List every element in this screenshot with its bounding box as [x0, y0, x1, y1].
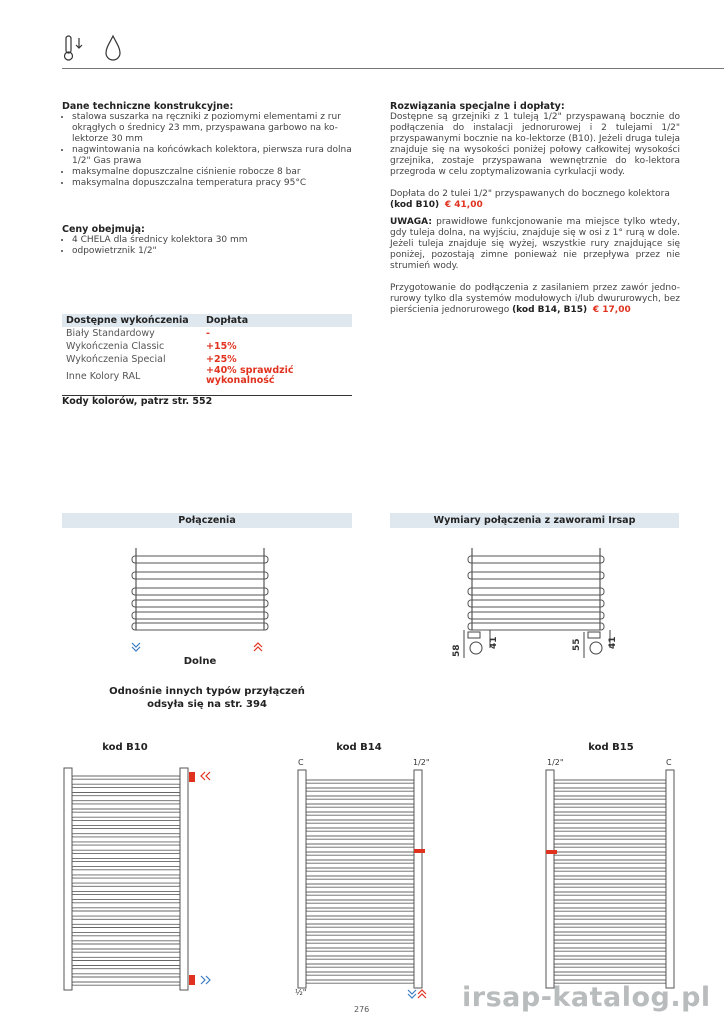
table-header-row	[62, 314, 352, 327]
radiator-tube	[554, 788, 666, 791]
prices-list	[62, 235, 354, 257]
radiator-tube	[72, 784, 180, 787]
radiator-tube	[554, 844, 666, 847]
bottom-flow-icons	[408, 990, 426, 998]
flow-out-icon	[201, 772, 210, 780]
b14-b15-text: Przygotowanie do podłączenia z zasilaniem przez zawór jedno-rurowy tylko dla systemów modułowych i/lub dwururowych, bez pierścienia jednorurowego	[390, 283, 680, 315]
radiator-tube	[306, 932, 414, 935]
radiator-tube	[72, 776, 180, 779]
radiator-tube	[554, 972, 666, 975]
thermometer-arrow-icon	[62, 34, 84, 62]
radiator-tube	[72, 982, 180, 985]
table-cell: -	[206, 328, 210, 339]
uwaga-text: prawidłowe funkcjonowanie ma miejsce tylko wtedy, gdy tuleja dolna, na wyjściu, znajduje się w osi z 1° rurą w dole. Jeżeli tuleja znajduje się wyżej, wszystkie rury znajdujące się poniżej, pozostają zimne ponieważ nie przepływa przez nie strumień wody.	[390, 217, 680, 271]
list-item: • maksymalna dopuszczalna temperatura pracy 95°C	[72, 178, 354, 189]
b15-c-label: C	[666, 758, 672, 767]
page-number: 276	[354, 1005, 370, 1014]
radiator-b14-drawing	[292, 758, 442, 1003]
radiator-tube	[554, 860, 666, 863]
radiator-tube	[72, 842, 180, 845]
radiator-tube	[306, 924, 414, 927]
radiator-tube	[72, 908, 180, 911]
b10-code: (kod B10)	[390, 200, 440, 210]
table-row	[62, 366, 352, 386]
b14-b15-code: (kod B14, B15)	[512, 305, 588, 315]
radiator-tube	[554, 940, 666, 943]
radiator-tube	[306, 860, 414, 863]
radiator-tube	[306, 836, 414, 839]
table-cell: Wykończenia Classic	[66, 341, 165, 352]
radiator-tube	[306, 892, 414, 895]
radiator-tube	[554, 820, 666, 823]
radiator-tube	[306, 908, 414, 911]
radiator-tube	[554, 852, 666, 855]
radiator-tube	[72, 875, 180, 878]
header-icons	[62, 34, 137, 62]
radiator-tube	[306, 852, 414, 855]
list-item: • maksymalne dopuszczalne ciśnienie robocze 8 bar	[72, 167, 354, 178]
watermark: irsap-katalog.pl	[462, 982, 711, 1013]
radiator-tube	[72, 916, 180, 919]
radiator-tube	[554, 828, 666, 831]
radiator-tube	[72, 957, 180, 960]
radiator-b15-drawing	[540, 758, 690, 993]
table-cell: +40% sprawdzić wykonalność	[206, 365, 294, 386]
radiator-tube	[72, 801, 180, 804]
bottom-connection-diagram	[130, 548, 270, 658]
b14-b15-surcharge	[390, 283, 680, 316]
radiator-tube	[306, 964, 414, 967]
tech-title: Dane techniczne konstrukcyjne:	[62, 101, 234, 112]
radiator-tube	[554, 964, 666, 967]
code-b15-label: kod B15	[588, 742, 634, 753]
b10-surcharge	[390, 189, 680, 211]
table-header: Dopłata	[202, 314, 352, 327]
uwaga-paragraph	[390, 217, 680, 272]
radiator-tube	[306, 900, 414, 903]
header-rule	[62, 68, 724, 69]
radiator-tube	[306, 796, 414, 799]
radiator-tube	[72, 949, 180, 952]
valve-dimensions-diagram	[450, 548, 620, 663]
radiator-tube	[554, 796, 666, 799]
b10-price: € 41,00	[444, 200, 483, 210]
list-item: • nagwintowania na końcówkach kolektora, pierwsza rura dolna 1/2" Gas prawa	[72, 145, 354, 167]
b14-c-label: C	[298, 758, 304, 767]
radiator-tube	[306, 828, 414, 831]
radiator-tube	[554, 932, 666, 935]
flow-in-icon	[201, 976, 210, 984]
radiator-tube	[554, 884, 666, 887]
radiator-tube	[306, 948, 414, 951]
table-cell: +25%	[206, 354, 237, 365]
radiator-tube	[554, 916, 666, 919]
radiator-tube	[72, 974, 180, 977]
radiator-tube	[306, 804, 414, 807]
tech-list	[62, 112, 354, 189]
radiator-tube	[306, 812, 414, 815]
b14-bottom-half-label: ½"	[295, 988, 307, 997]
table-cell: +15%	[206, 341, 237, 352]
radiator-tube	[306, 876, 414, 879]
flow-out-icon	[254, 643, 262, 651]
b15-half-label: 1/2"	[547, 758, 564, 767]
table-cell: Biały Standardowy	[66, 328, 155, 339]
radiator-tube	[72, 900, 180, 903]
radiator-tube	[554, 900, 666, 903]
radiator-tube	[72, 825, 180, 828]
list-item: • odpowietrznik 1/2"	[72, 246, 354, 257]
tech-data-section	[62, 101, 354, 189]
radiator-tube	[306, 940, 414, 943]
radiator-tube	[72, 867, 180, 870]
b14-half-label: 1/2"	[413, 758, 430, 767]
code-b14-label: kod B14	[336, 742, 382, 753]
radiator-tube	[72, 891, 180, 894]
special-title: Rozwiązania specjalne i dopłaty:	[390, 101, 565, 112]
radiator-tube	[72, 924, 180, 927]
code-b10-label: kod B10	[102, 742, 148, 753]
special-section	[390, 101, 680, 316]
bottom-connection-label: Dolne	[183, 656, 217, 667]
radiator-tube	[306, 820, 414, 823]
radiator-tube	[306, 916, 414, 919]
dim-left-41: 41	[489, 636, 499, 649]
list-item: • stalowa suszarka na ręczniki z poziomymi elementami z rur okrągłych o średnicy 23 mm, przyspawana garbowo na ko-lektorze 30 mm	[72, 112, 354, 145]
radiator-tube	[554, 812, 666, 815]
radiator-tube	[72, 883, 180, 886]
table-row	[62, 327, 352, 340]
radiator-tube	[72, 809, 180, 812]
color-codes-note: Kody kolorów, patrz str. 552	[62, 396, 213, 407]
radiator-tube	[554, 780, 666, 783]
radiator-tube	[72, 966, 180, 969]
radiator-tube	[306, 980, 414, 983]
radiator-tube	[306, 788, 414, 791]
radiator-tube	[554, 892, 666, 895]
b14-b15-price: € 17,00	[592, 305, 631, 315]
dim-left-58: 58	[452, 644, 462, 657]
radiator-tube	[554, 868, 666, 871]
connections-bar: Połączenia	[62, 513, 352, 528]
radiator-tube	[554, 804, 666, 807]
radiator-tube	[72, 933, 180, 936]
prices-section	[62, 224, 354, 257]
radiator-tube	[554, 924, 666, 927]
water-drop-icon	[103, 34, 123, 62]
finishes-table	[62, 314, 352, 386]
radiator-tube	[72, 850, 180, 853]
radiator-tube	[306, 844, 414, 847]
flow-in-icon	[132, 643, 140, 651]
special-paragraph: Dostępne są grzejniki z 1 tuleją 1/2" przyspawaną bocznie do podłączenia do instalacji jednorurowej i 2 tulejami 1/2" przyspawanymi bocznie na ko-lektorze (B10). Jeżeli druga tuleja znajduje się na wysokości poniżej połowy całkowitej wysokości grzejnika, zostaje przyspawana wewnętrznie do ko-lektora przegroda w celu zoptymalizowania cyrkulacji wody.	[390, 112, 680, 177]
radiator-tube	[72, 817, 180, 820]
radiator-tube	[554, 836, 666, 839]
radiator-tube	[72, 941, 180, 944]
radiator-tube	[72, 834, 180, 837]
radiator-tube	[554, 876, 666, 879]
radiator-tube	[72, 793, 180, 796]
dim-right-41: 41	[608, 636, 618, 649]
table-cell: Wykończenia Special	[66, 354, 166, 365]
table-header: Dostępne wykończenia	[62, 314, 202, 327]
radiator-tube	[554, 956, 666, 959]
list-item: • 4 CHELA dla średnicy kolektora 30 mm	[72, 235, 354, 246]
radiator-tube	[306, 780, 414, 783]
radiator-tube	[306, 868, 414, 871]
connections-note	[62, 685, 352, 711]
note-line-1: Odnośnie innych typów przyłączeń	[109, 686, 305, 697]
radiator-tube	[72, 858, 180, 861]
radiator-tube	[554, 908, 666, 911]
table-cell: Inne Kolory RAL	[66, 370, 141, 382]
dim-right-55: 55	[572, 638, 582, 651]
table-row	[62, 340, 352, 353]
radiator-tube	[306, 884, 414, 887]
note-line-2: odsyła się na str. 394	[147, 699, 267, 710]
b10-text: Dopłata do 2 tulei 1/2" przyspawanych do bocznego kolektora	[390, 189, 670, 199]
radiator-b10-drawing	[60, 762, 220, 992]
uwaga-label: UWAGA:	[390, 217, 432, 227]
radiator-tube	[306, 956, 414, 959]
radiator-tube	[306, 972, 414, 975]
prices-title: Ceny obejmują:	[62, 224, 145, 235]
radiator-tube	[554, 948, 666, 951]
dimensions-bar: Wymiary połączenia z zaworami Irsap	[390, 513, 679, 528]
